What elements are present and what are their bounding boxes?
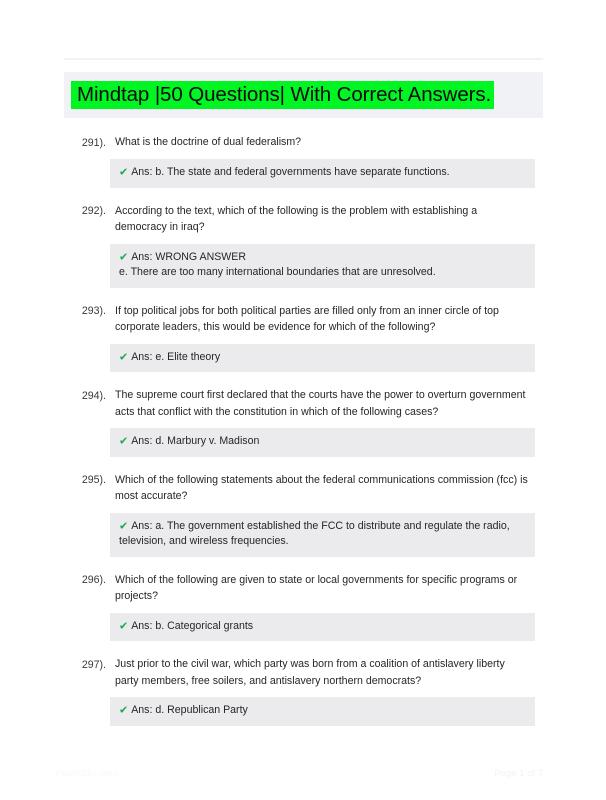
answer-box xyxy=(110,513,535,557)
question-number: 297). xyxy=(81,658,106,671)
top-divider xyxy=(64,58,543,60)
question-number: 295). xyxy=(81,474,106,486)
question-number: 294). xyxy=(81,389,106,402)
answer-text: Ans: a. The government established the FCC to distribute and regulate the radio, xyxy=(131,519,510,532)
answer-text: television, and wireless frequencies. xyxy=(119,535,289,547)
question-block xyxy=(0,303,606,373)
answer-line-primary xyxy=(110,250,535,266)
answer-line-continued xyxy=(110,265,535,281)
answer-box xyxy=(110,344,535,373)
answer-text: Ans: WRONG ANSWER xyxy=(131,250,246,263)
answer-line-primary xyxy=(110,350,535,366)
check-icon: ✔ xyxy=(119,251,129,263)
question-block xyxy=(0,134,606,188)
question-block xyxy=(0,203,606,288)
answer-line-primary xyxy=(110,619,535,635)
document-title-band xyxy=(64,72,543,118)
question-number: 293). xyxy=(81,305,106,317)
answer-box xyxy=(110,428,535,457)
answer-box xyxy=(110,244,535,288)
answer-text: Ans: d. Marbury v. Madison xyxy=(131,435,260,447)
question-header xyxy=(0,134,606,151)
watermark-text: PaperStic.com xyxy=(55,768,119,779)
question-number: 296). xyxy=(81,574,106,586)
question-text: If top political jobs for both political parties are filled only from an inner circle of top corporate leaders, this would be evidence for which of the following? xyxy=(115,304,499,333)
question-number: 291). xyxy=(81,136,106,149)
answer-text: e. There are too many international boundaries that are unresolved. xyxy=(119,266,436,278)
answer-text: Ans: b. The state and federal governments have separate functions. xyxy=(131,166,450,178)
answer-text: Ans: b. Categorical grants xyxy=(131,619,254,632)
answer-line-primary xyxy=(110,434,535,450)
question-text: Just prior to the civil war, which party was born from a coalition of antislavery liberty party members, free soilers, and antislavery northern democrats? xyxy=(115,658,505,687)
question-header xyxy=(0,572,606,605)
page-footer xyxy=(0,766,606,786)
question-block xyxy=(0,572,606,642)
question-text: Which of the following statements about the federal communications commission (fcc) is most accurate? xyxy=(115,473,528,502)
question-block xyxy=(0,472,606,557)
question-block xyxy=(0,656,606,726)
answer-box xyxy=(110,697,535,726)
page-number: Page 1 of 7 xyxy=(494,768,543,779)
answer-line-continued xyxy=(110,534,535,550)
question-text: What is the doctrine of dual federalism? xyxy=(115,136,302,148)
answer-box xyxy=(110,159,535,188)
check-icon: ✔ xyxy=(119,351,129,363)
question-header xyxy=(0,472,606,505)
answer-box xyxy=(110,613,535,642)
answer-text: Ans: d. Republican Party xyxy=(131,704,248,716)
question-text: Which of the following are given to state or local governments for specific programs or projects? xyxy=(115,573,518,602)
question-header xyxy=(0,387,606,420)
answer-line-primary xyxy=(110,519,535,535)
question-header xyxy=(0,203,606,236)
question-text: According to the text, which of the following is the problem with establishing a democracy in iraq? xyxy=(115,204,478,233)
check-icon: ✔ xyxy=(119,520,129,532)
question-header xyxy=(0,303,606,336)
question-block xyxy=(0,387,606,457)
check-icon: ✔ xyxy=(119,704,129,717)
answer-line-primary xyxy=(110,703,535,719)
question-text: The supreme court first declared that the courts have the power to overturn government acts that conflict with the constitution in which of the following cases? xyxy=(115,389,526,418)
check-icon: ✔ xyxy=(119,166,129,179)
check-icon: ✔ xyxy=(119,435,129,448)
answer-line-primary xyxy=(110,165,535,181)
question-header xyxy=(0,656,606,689)
question-list xyxy=(0,134,606,741)
question-number: 292). xyxy=(81,205,106,217)
check-icon: ✔ xyxy=(119,620,129,632)
answer-text: Ans: e. Elite theory xyxy=(131,350,221,363)
page-title: Mindtap |50 Questions| With Correct Answers. xyxy=(71,81,494,109)
